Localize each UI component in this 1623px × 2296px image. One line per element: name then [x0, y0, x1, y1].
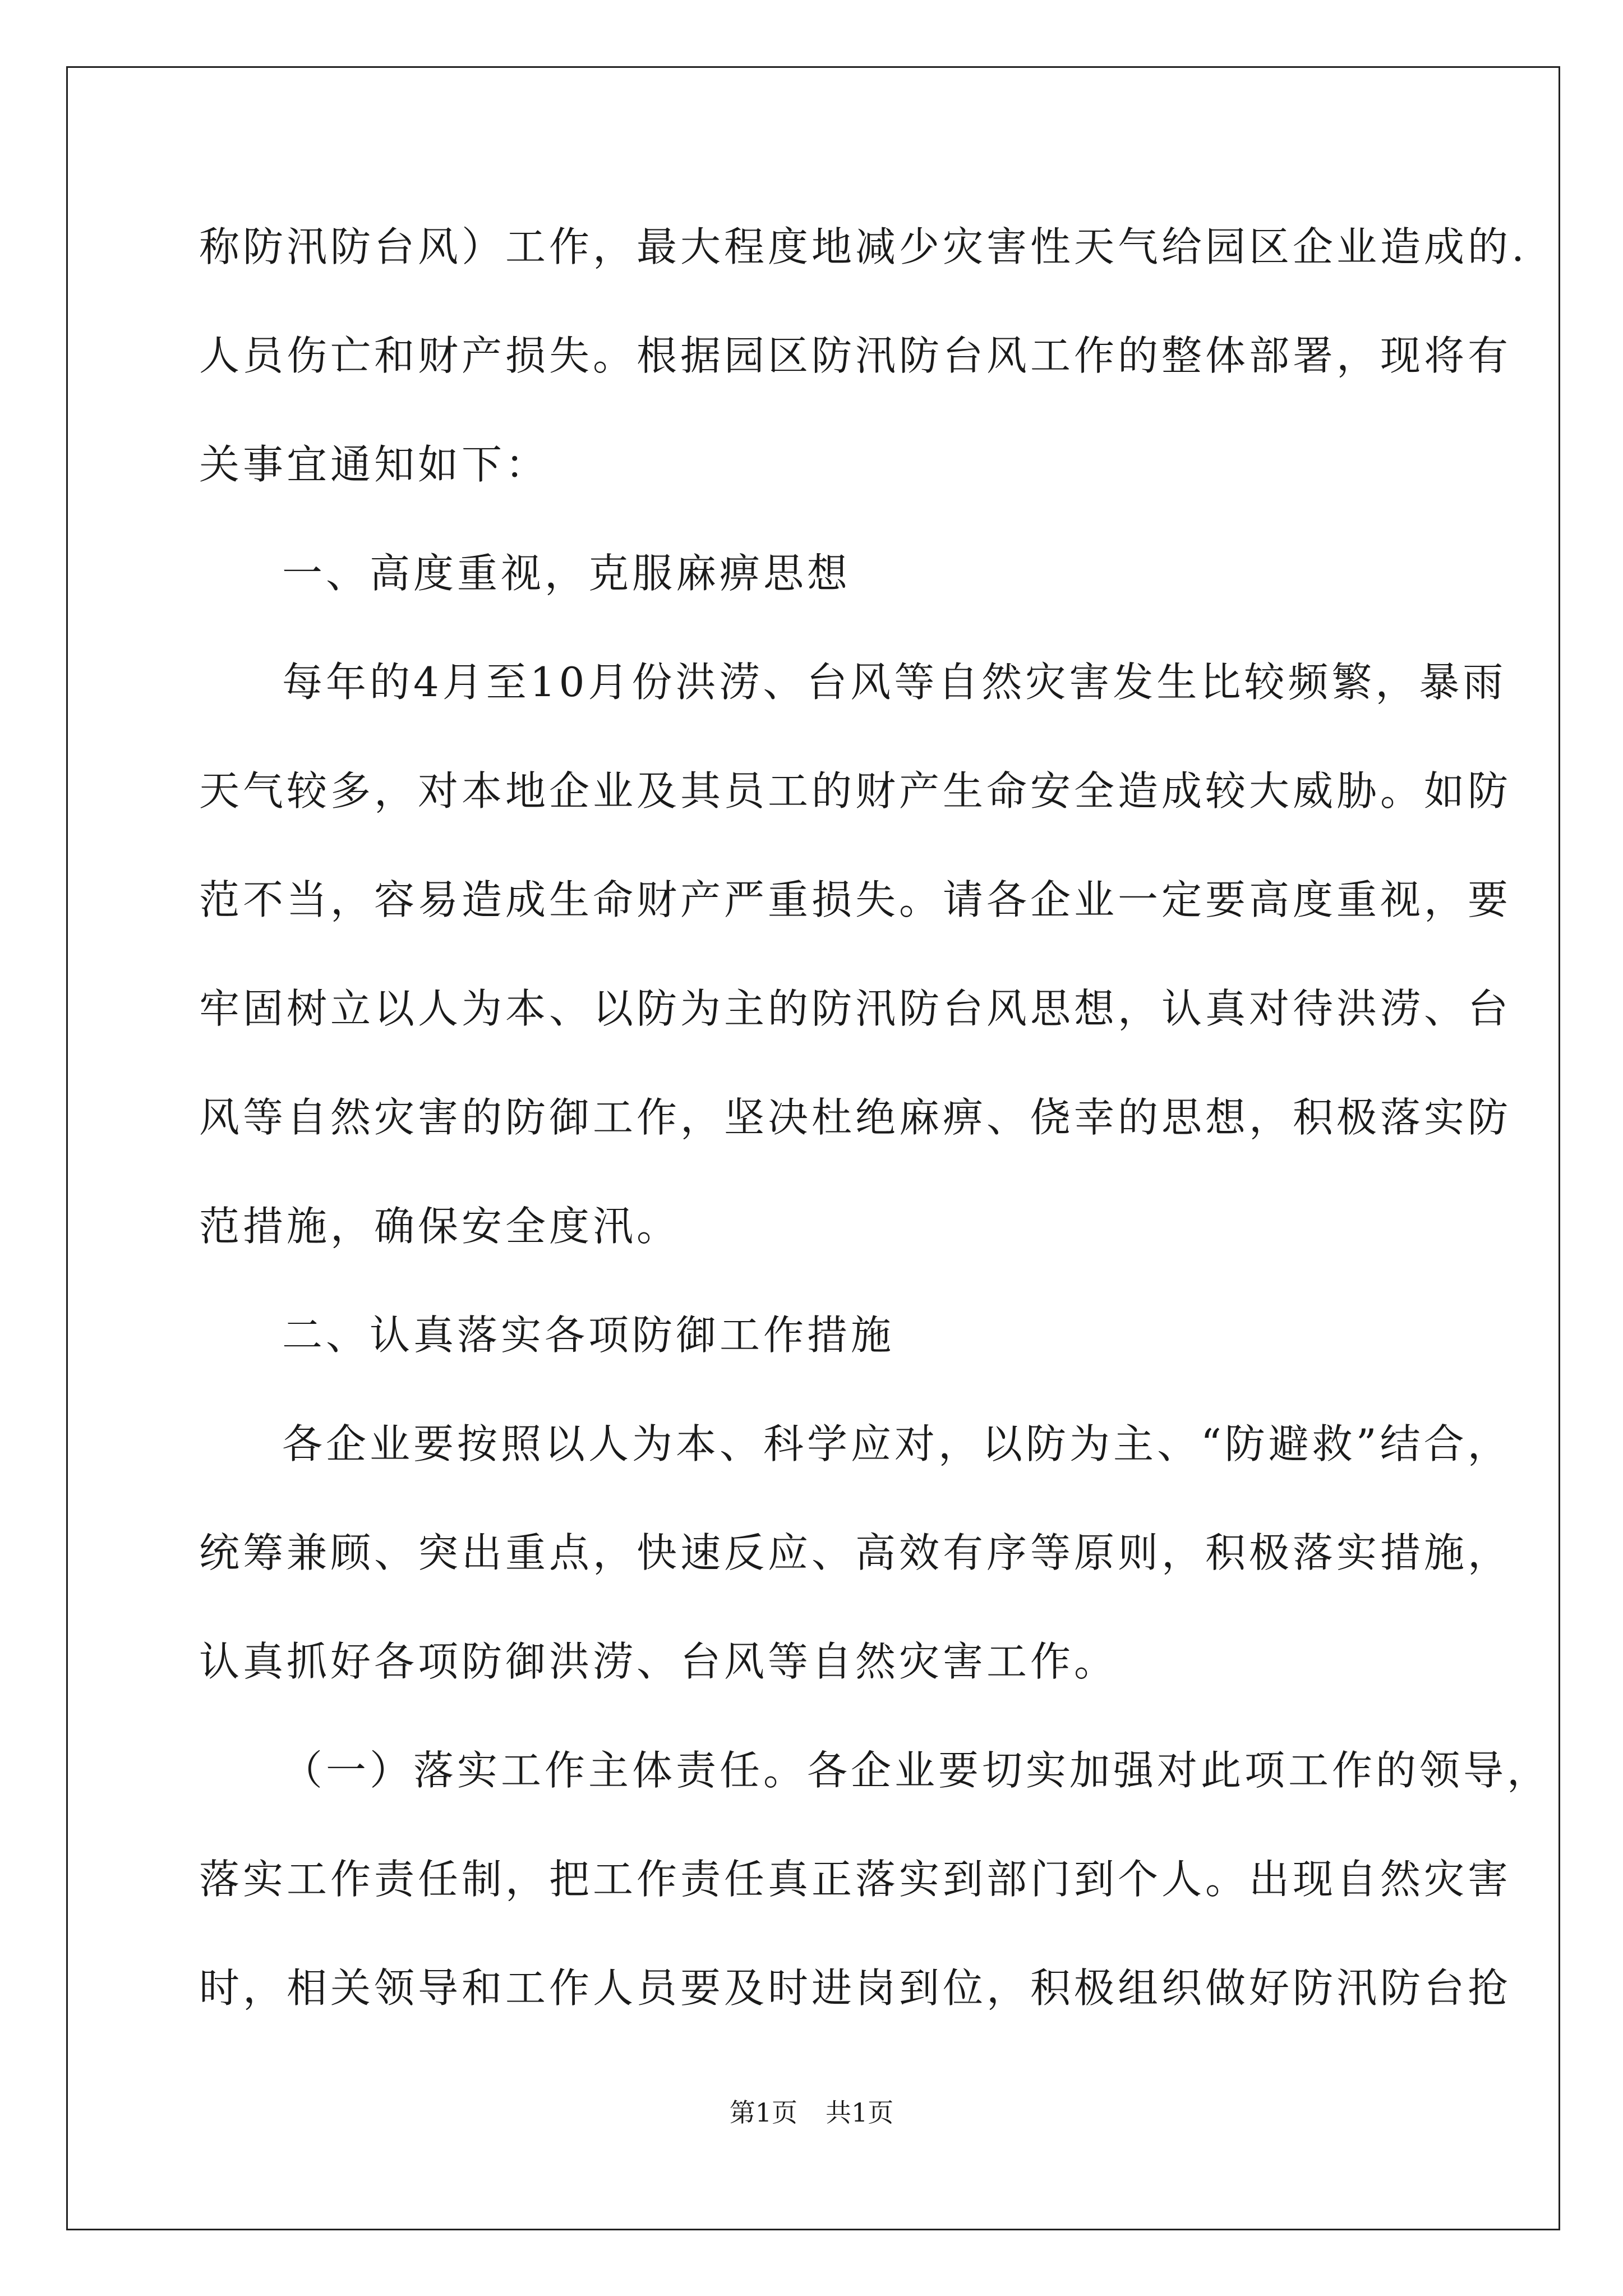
text-line-9: 风等自然灾害的防御工作，坚决杜绝麻痹、侥幸的思想，积极落实防 — [199, 1094, 1512, 1141]
subsection-line-1: （一）落实工作主体责任。各企业要切实加强对此项工作的领导， — [282, 1747, 1551, 1794]
text-line-2: 人员伤亡和财产损失。根据园区防汛防台风工作的整体部署，现将有 — [199, 332, 1512, 379]
page-total: 共1页 — [826, 2097, 894, 2128]
document-body — [199, 208, 1551, 2058]
text-line-5: 每年的4月至10月份洪涝、台风等自然灾害发生比较频繁，暴雨 — [282, 659, 1507, 706]
text-line-6: 天气较多，对本地企业及其员工的财产生命安全造成较大威胁。如防 — [199, 767, 1512, 815]
text-line-7: 范不当，容易造成生命财产严重损失。请各企业一定要高度重视，要 — [199, 876, 1512, 923]
text-line-12: 各企业要按照以人为本、科学应对，以防为主、“防避救”结合， — [282, 1420, 1511, 1467]
page-footer — [0, 2092, 1623, 2129]
text-line-3: 关事宜通知如下： — [199, 441, 550, 488]
text-line-16: 落实工作责任制，把工作责任真正落实到部门到个人。出现自然灾害 — [199, 1856, 1512, 1903]
page-number: 第1页 — [729, 2097, 797, 2128]
section-heading-2: 二、认真落实各项防御工作措施 — [282, 1312, 895, 1359]
text-line-17: 时，相关领导和工作人员要及时进岗到位，积极组织做好防汛防台抢 — [199, 1964, 1512, 2012]
text-line-8: 牢固树立以人为本、以防为主的防汛防台风思想，认真对待洪涝、台 — [199, 985, 1512, 1032]
text-line-13: 统筹兼顾、突出重点，快速反应、高效有序等原则，积极落实措施， — [199, 1529, 1512, 1576]
text-line-10: 范措施，确保安全度汛。 — [199, 1203, 681, 1250]
text-line-1: 称防汛防台风）工作，最大程度地减少灾害性天气给园区企业造成的. — [199, 223, 1528, 270]
section-heading-1: 一、高度重视，克服麻痹思想 — [282, 550, 851, 597]
text-line-14: 认真抓好各项防御洪涝、台风等自然灾害工作。 — [199, 1638, 1118, 1685]
